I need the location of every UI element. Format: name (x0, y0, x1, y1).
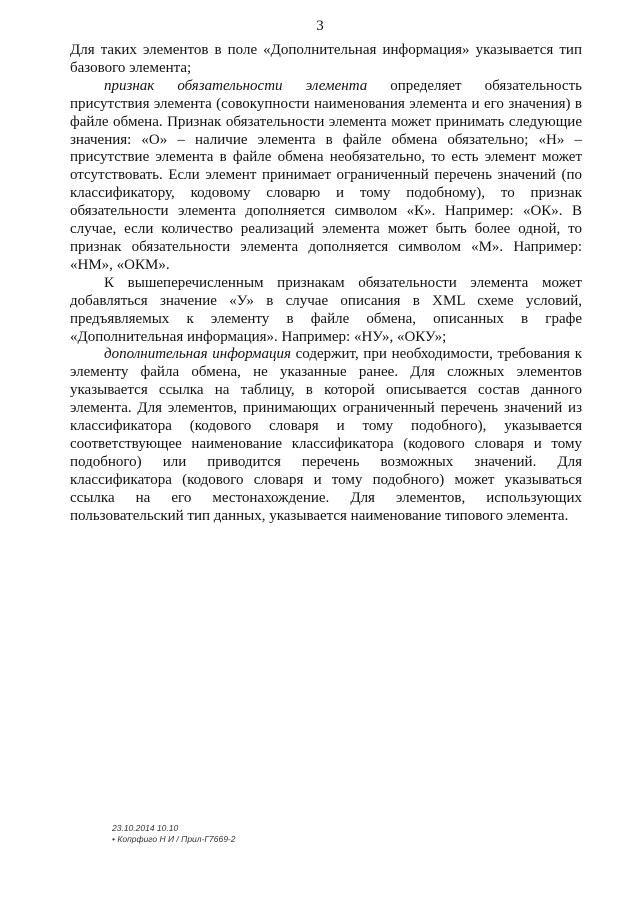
paragraph-required-flag (70, 78, 582, 275)
term-additional-info: дополнительная информация (104, 346, 291, 363)
footer-stamp (112, 823, 236, 845)
page-number: 3 (316, 18, 324, 34)
document-body (70, 42, 582, 525)
paragraph-additional-info-text: содержит, при необходимости, требования к элементу файла обмена, не указанные ранее. Для сложных элементов указывается ссылка на таблицу, в которой описывается состав данного элемента. Для элементов, принимающих ограниченный перечень значений из классификатора (кодового словаря и тому подобного), указывается соответствующее наименование классификатора (кодового словаря и тому подобного) или приводится перечень возможных значений. Для классификатора (кодового словаря и тому подобного) может указываться ссылка на его местонахождение. Для элементов, использующих пользовательский тип данных, указывается наименование типового элемента. (70, 346, 582, 524)
paragraph-xml-conditions: К вышеперечисленным признакам обязательности элемента может добавляться значение «У» в случае описания в XML схеме условий, предъявляемых к элементу в файле обмена, описанных в графе «Дополнительная информация». Например: «НУ», «ОКУ»; (70, 274, 582, 345)
footer-reference: • Копрфиго Н И / Прил-Г7669-2 (112, 834, 236, 844)
paragraph-base-type: Для таких элементов в поле «Дополнительная информация» указывается тип базового элемента; (70, 42, 582, 76)
paragraph-additional-info (70, 346, 582, 525)
paragraph-required-flag-text: определяет обязательность присутствия элемента (совокупности наименования элемента и его значения) в файле обмена. Признак обязательности элемента может принимать следующие значения: «О» – наличие элемента в файле обмена обязательно; «Н» – присутствие элемента в файле обмена необязательно, то есть элемент может отсутствовать. Если элемент принимает ограниченный перечень значений (по классификатору, кодовому словарю и тому подобному), то признак обязательности элемента дополняется символом «К». Например: «ОК». В случае, если количество реализаций элемента может быть более одной, то признак обязательности элемента дополняется символом «М». Например: «НМ», «ОКМ». (70, 77, 582, 273)
term-required-flag: признак обязательности элемента (104, 77, 368, 94)
footer-timestamp: 23.10.2014 10.10 (112, 823, 179, 833)
